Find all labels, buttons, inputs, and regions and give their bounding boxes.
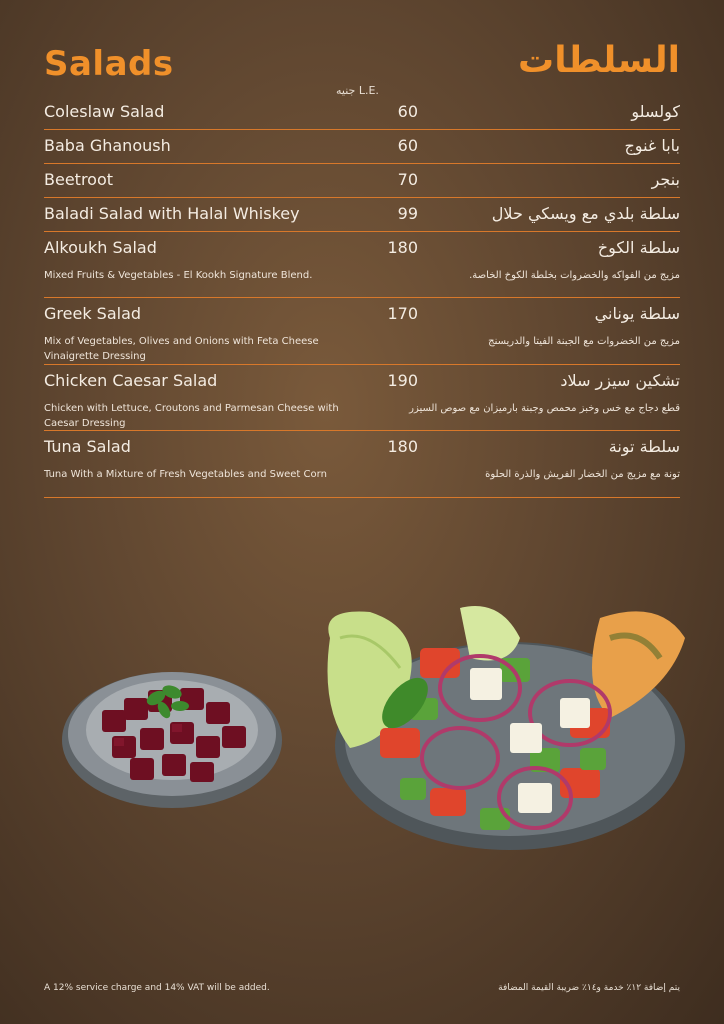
page-title-arabic: السلطات bbox=[518, 40, 680, 81]
item-description: Tuna With a Mixture of Fresh Vegetables and Sweet Corn bbox=[44, 469, 327, 480]
page-title: Salads bbox=[44, 44, 174, 84]
item-price: 170 bbox=[387, 304, 418, 323]
menu-item bbox=[44, 198, 680, 232]
item-name-arabic: بنجر bbox=[651, 170, 680, 189]
item-description: Mixed Fruits & Vegetables - El Kookh Signature Blend. bbox=[44, 270, 313, 281]
beetroot-bowl-image bbox=[60, 640, 290, 810]
item-name: Beetroot bbox=[44, 170, 114, 189]
item-description-arabic: مزيج من الخضروات مع الجبنة الفيتا والدريسنج bbox=[488, 336, 680, 347]
item-name-arabic: سلطة بلدي مع ويسكي حلال bbox=[491, 204, 680, 223]
item-description-arabic: تونة مع مزيج من الخضار الفريش والذرة الحلوة bbox=[485, 469, 680, 480]
item-description-arabic: قطع دجاج مع خس وخبز محمص وجبنة بارميزان مع صوص السيزر bbox=[409, 403, 680, 414]
item-name: Chicken Caesar Salad bbox=[44, 371, 218, 390]
item-name-arabic: سلطة الكوخ bbox=[597, 238, 680, 257]
menu-item bbox=[44, 96, 680, 130]
menu-item bbox=[44, 232, 680, 298]
item-description: Mix of Vegetables, Olives and Onions with Feta Cheese Vinaigrette Dressing bbox=[44, 336, 319, 362]
menu-item bbox=[44, 298, 680, 365]
service-charge-note-arabic: يتم إضافة ١٢٪ خدمة و١٤٪ ضريبة القيمة المضافة bbox=[498, 983, 680, 993]
service-charge-note: A 12% service charge and 14% VAT will be added. bbox=[44, 983, 270, 993]
item-price: 60 bbox=[397, 136, 418, 155]
menu-item bbox=[44, 365, 680, 431]
menu-list bbox=[44, 96, 680, 498]
menu-item bbox=[44, 164, 680, 198]
item-name-arabic: بابا غنوج bbox=[624, 136, 680, 155]
menu-item bbox=[44, 431, 680, 498]
item-name: Alkoukh Salad bbox=[44, 238, 157, 257]
item-description-arabic: مزيج من الفواكه والخضروات بخلطة الكوخ الخاصة. bbox=[469, 270, 680, 281]
menu-item bbox=[44, 130, 680, 164]
item-name: Baba Ghanoush bbox=[44, 136, 171, 155]
item-name: Greek Salad bbox=[44, 304, 142, 323]
price-column-header: جنيه L.E. bbox=[336, 84, 379, 97]
item-name-arabic: تشكين سيزر سلاد bbox=[560, 371, 680, 390]
greek-salad-image bbox=[310, 598, 690, 858]
item-price: 180 bbox=[387, 437, 418, 456]
item-name-arabic: كولسلو bbox=[631, 102, 680, 121]
item-price: 70 bbox=[397, 170, 418, 189]
item-price: 99 bbox=[397, 204, 418, 223]
item-price: 190 bbox=[387, 371, 418, 390]
item-name: Coleslaw Salad bbox=[44, 102, 165, 121]
item-name-arabic: سلطة تونة bbox=[608, 437, 680, 456]
item-name: Tuna Salad bbox=[44, 437, 131, 456]
item-description: Chicken with Lettuce, Croutons and Parmesan Cheese with Caesar Dressing bbox=[44, 403, 339, 429]
item-name-arabic: سلطة يوناني bbox=[594, 304, 680, 323]
item-price: 180 bbox=[387, 238, 418, 257]
item-price: 60 bbox=[397, 102, 418, 121]
item-name: Baladi Salad with Halal Whiskey bbox=[44, 204, 300, 223]
